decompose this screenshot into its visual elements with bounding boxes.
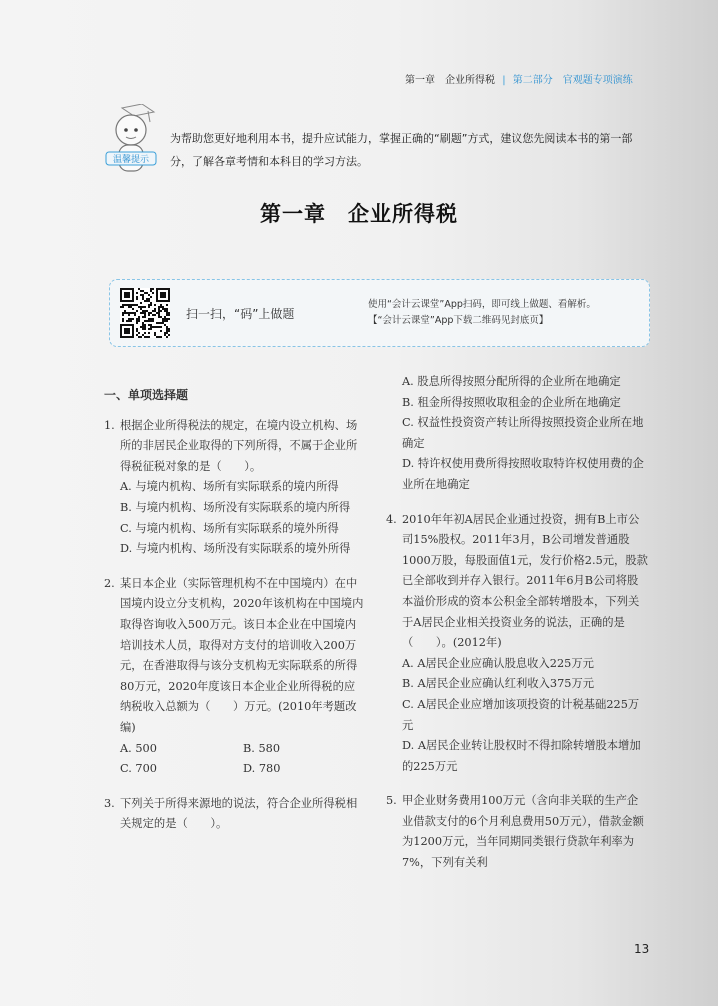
chapter-number: 第一章 — [260, 201, 326, 226]
mascot-icon — [104, 104, 158, 180]
question-number: 4. — [386, 512, 397, 526]
qr-note-line2: 【“会计云课堂”App下载二维码见封底页】 — [368, 315, 549, 326]
page-number: 13 — [634, 942, 650, 956]
mascot-label: 温馨提示 — [112, 155, 150, 165]
option: A. 股息所得按照分配所得的企业所在地确定 — [402, 375, 621, 388]
option-grid — [104, 739, 366, 780]
qr-note — [368, 297, 596, 329]
option: C. A居民企业应增加该项投资的计税基础225万元 — [402, 697, 640, 732]
option: B. 与境内机构、场所没有实际联系的境内所得 — [120, 500, 351, 514]
right-column — [386, 372, 648, 888]
question-4 — [386, 510, 648, 778]
question-3-options — [386, 372, 648, 496]
option: B. A居民企业应确认红利收入375万元 — [402, 677, 595, 691]
question-stem: 甲企业财务费用100万元（含向非关联的生产企业借款支付的6个月利息费用50万元），借款金额为1200万元，当年同期同类银行贷款年利率为7%，下列有关利 — [402, 794, 644, 870]
option: D. A居民企业转让股权时不得扣除转增股本增加的225万元 — [402, 739, 641, 773]
running-header — [405, 71, 633, 86]
header-chapter: 第一章 企业所得税 — [405, 75, 495, 86]
option: A. 500 — [120, 741, 157, 755]
section-title: 一、单项选择题 — [104, 388, 189, 402]
chapter-title — [0, 198, 718, 228]
option: D. 与境内机构、场所没有实际联系的境外所得 — [120, 542, 351, 556]
qr-code-icon[interactable] — [120, 288, 170, 338]
question-1 — [104, 416, 366, 560]
left-column — [104, 382, 366, 849]
option: C. 700 — [120, 762, 157, 776]
question-5 — [386, 791, 648, 873]
option: A. A居民企业应确认股息收入225万元 — [402, 656, 594, 670]
question-stem: 2010年年初A居民企业通过投资，拥有B上市公司15%股权。2011年3月，B公司增发普通股1000万股，每股面值1元，发行价格2.5元，股款已全部收到并存入银行。2011年6月B公司将股本溢价形成的资本公积金全部转增股本，下列关于A居民企业相关投资业务的说法，正确的是（ ）。(2012年) — [402, 512, 648, 650]
chapter-name: 企业所得税 — [348, 201, 458, 226]
question-number: 1. — [104, 418, 115, 432]
option: D. 特许权使用费所得按照收取特许权使用费的企业所在地确定 — [402, 457, 644, 491]
question-3 — [104, 794, 366, 835]
option: B. 580 — [243, 741, 281, 755]
header-part: 第二部分 官观题专项演练 — [512, 75, 633, 86]
question-number: 2. — [104, 576, 115, 590]
option: D. 780 — [243, 762, 281, 776]
question-stem: 根据企业所得税法的规定，在境内设立机构、场所的非居民企业取得的下列所得，不属于企业所得税征税对象的是（ ）。 — [120, 418, 358, 473]
question-2 — [104, 574, 366, 780]
option: C. 与境内机构、场所有实际联系的境外所得 — [120, 521, 339, 535]
question-number: 3. — [104, 796, 115, 810]
qr-note-line1: 使用“会计云课堂”App扫码，即可线上做题、看解析。 — [368, 299, 596, 310]
question-stem: 下列关于所得来源地的说法，符合企业所得税相关规定的是（ ）。 — [120, 796, 358, 831]
question-number: 5. — [386, 794, 397, 808]
qr-box — [109, 279, 650, 347]
qr-label: 扫一扫，“码”上做题 — [186, 307, 295, 321]
header-separator: | — [502, 75, 506, 86]
question-stem: 某日本企业（实际管理机构不在中国境内）在中国境内设立分支机构，2020年该机构在中国境内取得咨询收入500万元。该日本企业在中国境内培训技术人员，取得对方支付的培训收入200万元，在香港取得与该分支机构无实际联系的所得80万元，2020年度该日本企业企业所得税的应纳税收入总额为（ ）万元。(2010年考题改编) — [120, 576, 364, 734]
tip-text: 为帮助您更好地利用本书，提升应试能力，掌握正确的“刷题”方式，建议您先阅读本书的第一部分，了解各章考情和本科目的学习方法。 — [170, 132, 633, 168]
option: C. 权益性投资资产转让所得按照投资企业所在地确定 — [402, 416, 644, 450]
option: A. 与境内机构、场所有实际联系的境内所得 — [120, 480, 339, 494]
option: B. 租金所得按照收取租金的企业所在地确定 — [402, 395, 621, 409]
